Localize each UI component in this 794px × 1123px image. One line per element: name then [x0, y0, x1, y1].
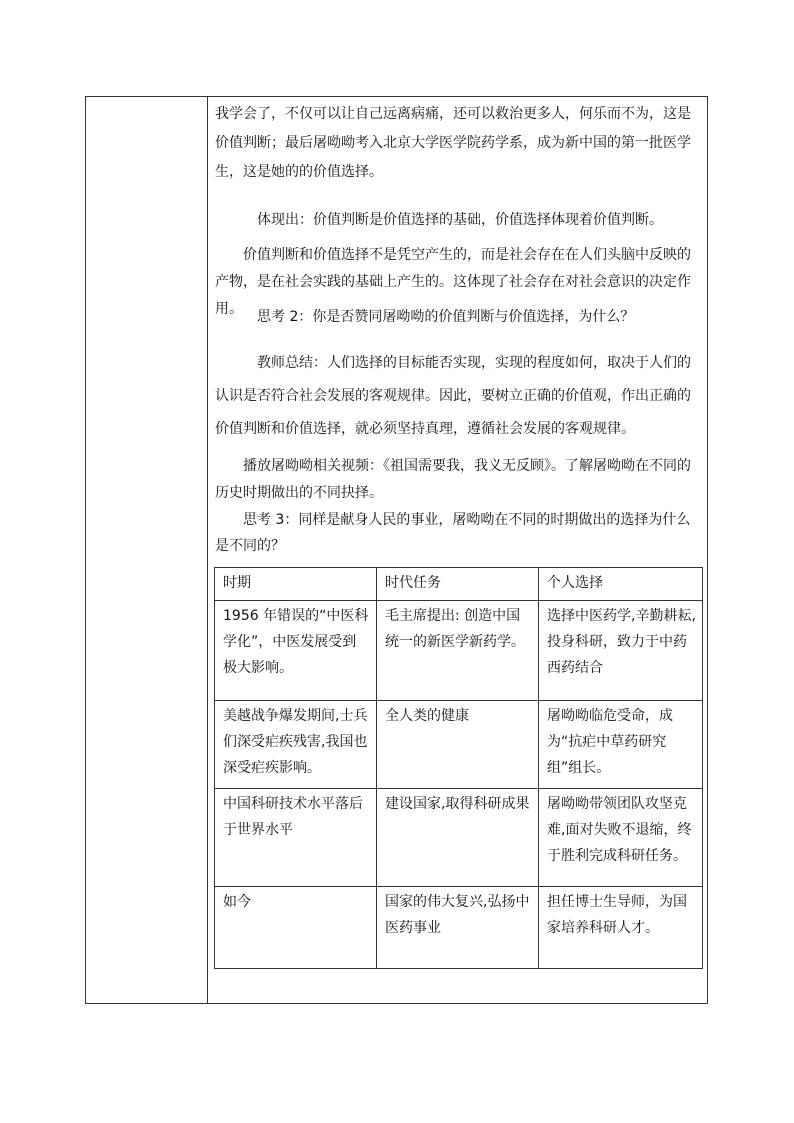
table-cell: 美越战争爆发期间,士兵们深受疟疾残害,我国也深受疟疾影响。	[215, 701, 377, 789]
table-row	[215, 601, 703, 701]
paragraph-embody: 体现出：价值判断是价值选择的基础，价值选择体现着价值判断。	[257, 212, 663, 228]
header-period: 时期	[215, 568, 377, 601]
table-cell: 毛主席提出: 创造中国统一的新医学新药学。	[377, 601, 539, 701]
table-cell: 选择中医药学,辛勤耕耘,投身科研，致力于中药西药结合	[539, 601, 703, 701]
table-cell: 屠呦呦带领团队攻坚克难,面对失败不退缩，终于胜利完成科研任务。	[539, 789, 703, 887]
table-cell: 全人类的健康	[377, 701, 539, 789]
table-header-row	[215, 568, 703, 601]
paragraph-teacher-summary: 教师总结：人们选择的目标能否实现，实现的程度如何，取决于人们的认识是否符合社会发展的客观规律。因此，要树立正确的价值观，作出正确的价值判断和价值选择，就必须坚持真理，遵循社会发展的客观规律。	[215, 355, 691, 437]
table-cell: 担任博士生导师，为国家培养科研人才。	[539, 887, 703, 969]
table-cell: 国家的伟大复兴,弘扬中医药事业	[377, 887, 539, 969]
paragraph-origin: 价值判断和价值选择不是凭空产生的，而是社会存在在人们头脑中反映的产物，是在社会实践的基础上产生的。这体现了社会存在对社会意识的决定作用。	[215, 247, 691, 317]
table-cell: 建设国家,取得科研成果	[377, 789, 539, 887]
table-cell: 1956 年错误的“中医科学化”，中医发展受到极大影响。	[215, 601, 377, 701]
table-row	[215, 789, 703, 887]
paragraph-video: 播放屠呦呦相关视频：《祖国需要我，我义无反顾》。了解屠呦呦在不同的历史时期做出的不同抉择。	[215, 458, 691, 501]
paragraph-think3: 思考 3：同样是献身人民的事业，屠呦呦在不同的时期做出的选择为什么是不同的？	[215, 512, 691, 554]
paragraph-intro: 我学会了，不仅可以让自己远离病痛，还可以救治更多人，何乐而不为，这是价值判断；最后屠呦呦考入北京大学医学院药学系，成为新中国的第一批医学生，这是她的的价值选择。	[215, 106, 691, 180]
paragraph-think2: 思考 2：你是否赞同屠呦呦的价值判断与价值选择，为什么？	[257, 309, 635, 325]
column-divider	[207, 97, 208, 1003]
table-cell: 如今	[215, 887, 377, 969]
header-task: 时代任务	[377, 568, 539, 601]
table-cell: 中国科研技术水平落后于世界水平	[215, 789, 377, 887]
table-row	[215, 701, 703, 789]
table-row	[215, 887, 703, 969]
choice-table	[214, 567, 703, 969]
table-cell: 屠呦呦临危受命，成为“抗疟中草药研究组”组长。	[539, 701, 703, 789]
header-choice: 个人选择	[539, 568, 703, 601]
